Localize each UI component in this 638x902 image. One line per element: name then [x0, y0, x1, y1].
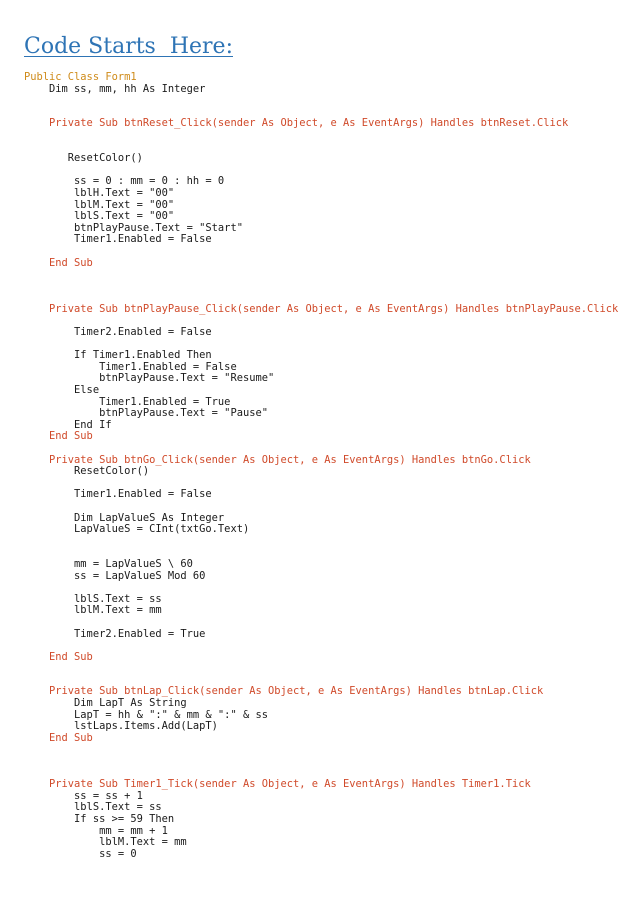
code-line	[24, 536, 618, 548]
code-line: btnPlayPause.Text = "Resume"	[24, 372, 275, 385]
code-line	[24, 443, 618, 455]
code-line: Private Sub btnLap_Click(sender As Object, e As EventArgs) Handles btnLap.Click	[24, 685, 544, 698]
code-line: ss = 0 : mm = 0 : hh = 0	[24, 175, 225, 188]
code-line	[24, 269, 618, 281]
code-line: btnPlayPause.Text = "Start"	[24, 221, 243, 234]
code-line: Dim ss, mm, hh As Integer	[24, 82, 206, 95]
code-line	[24, 95, 618, 107]
code-line: ResetColor()	[24, 152, 143, 165]
code-listing	[24, 72, 618, 860]
code-line	[24, 756, 618, 768]
code-line	[24, 501, 618, 513]
code-line	[24, 582, 618, 594]
code-line: btnPlayPause.Text = "Pause"	[24, 407, 268, 420]
code-line: lblS.Text = ss	[24, 592, 162, 605]
code-line: End Sub	[24, 430, 93, 443]
code-line: Timer2.Enabled = True	[24, 627, 206, 640]
code-line: LapValueS = CInt(txtGo.Text)	[24, 523, 250, 536]
code-line: lblS.Text = "00"	[24, 210, 175, 223]
code-line	[24, 663, 618, 675]
code-line: If ss >= 59 Then	[24, 813, 175, 825]
code-line: Timer1.Enabled = False	[24, 360, 237, 373]
code-line: ss = LapValueS Mod 60	[24, 569, 206, 582]
code-line: Dim LapT As String	[24, 697, 187, 710]
code-line: lblM.Text = mm	[24, 836, 187, 849]
code-line: lblM.Text = mm	[24, 604, 162, 617]
code-line: Private Sub Timer1_Tick(sender As Object, e As EventArgs) Handles Timer1.Tick	[24, 778, 531, 791]
code-line: Timer1.Enabled = False	[24, 233, 212, 246]
code-line: lblM.Text = "00"	[24, 198, 175, 211]
code-line: Timer1.Enabled = False	[24, 488, 212, 501]
code-line	[24, 617, 618, 629]
code-line: ss = ss + 1	[24, 789, 143, 802]
code-line	[24, 640, 618, 652]
code-line: Else	[24, 384, 100, 397]
code-line: mm = LapValueS \ 60	[24, 557, 193, 570]
code-line: Private Sub btnGo_Click(sender As Object, e As EventArgs) Handles btnGo.Click	[24, 453, 531, 466]
code-line: lblS.Text = ss	[24, 801, 162, 814]
code-line: End Sub	[24, 731, 93, 744]
page-heading: Code Starts Here:	[24, 34, 233, 59]
code-line: lblH.Text = "00"	[24, 186, 175, 199]
code-line	[24, 281, 618, 293]
code-line: Dim LapValueS As Integer	[24, 511, 225, 524]
code-line: If Timer1.Enabled Then	[24, 349, 212, 362]
code-line: LapT = hh & ":" & mm & ":" & ss	[24, 708, 268, 721]
code-line: End Sub	[24, 650, 93, 663]
code-line	[24, 744, 618, 756]
code-line: Public Class Form1	[24, 71, 137, 83]
code-line: Private Sub btnPlayPause_Click(sender As Object, e As EventArgs) Handles btnPlayPause.Click	[24, 302, 619, 315]
code-line: End If	[24, 418, 112, 431]
code-line: End Sub	[24, 256, 93, 269]
code-line: Timer2.Enabled = False	[24, 326, 212, 339]
code-line: Timer1.Enabled = True	[24, 395, 231, 408]
code-line: ResetColor()	[24, 465, 150, 478]
code-line: Private Sub btnReset_Click(sender As Object, e As EventArgs) Handles btnReset.Click	[24, 117, 569, 130]
code-line: lstLaps.Items.Add(LapT)	[24, 720, 218, 733]
code-line	[24, 246, 618, 258]
code-line: ss = 0	[24, 847, 137, 860]
code-line	[24, 130, 618, 142]
code-line: mm = mm + 1	[24, 824, 168, 837]
